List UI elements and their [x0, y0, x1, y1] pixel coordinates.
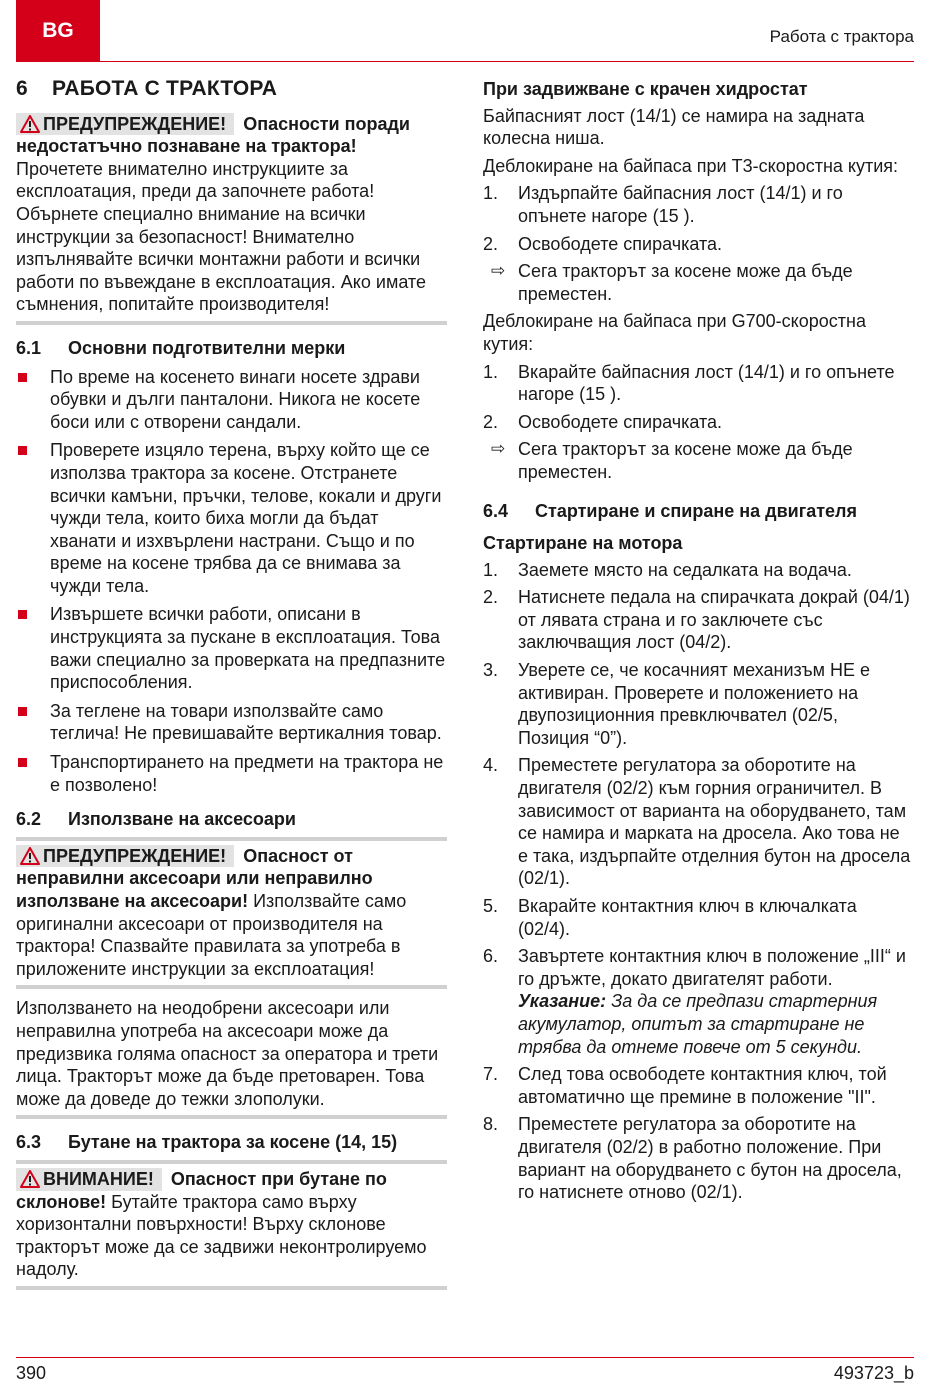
step-item: 4. Преместете регулатора за оборотите на двигателя (02/2) към горния ограничител. В зависимост от варианта на оборудването, там се намира и марката на дросела. Ако това не е така, издърпайте отделния бутон на дросела (02/1). [483, 755, 911, 889]
language-tab: BG [16, 0, 100, 62]
t3-steps [483, 182, 913, 305]
warning-box-general [16, 113, 447, 325]
step-item: 1. Вкарайте байпасния лост (14/1) и го опънете нагоре (15 ). [483, 361, 895, 405]
g700-intro: Деблокиране на байпаса при G700-скоростна кутия: [483, 311, 866, 354]
header-rule [16, 61, 914, 62]
bullet-square-icon [18, 373, 27, 382]
result-item: ⇨ Сега тракторът за косене може да бъде преместен. [491, 261, 853, 304]
footer-rule [16, 1357, 914, 1358]
bullet-square-icon [18, 707, 27, 716]
bullet-square-icon [18, 610, 27, 619]
step-item: 2. Освободете спирачката. [483, 411, 723, 432]
warning-label: ПРЕДУПРЕЖДЕНИЕ! [16, 113, 234, 136]
list-item: За теглене на товари използвайте само теглича! Не превишавайте вертикалния товар. [16, 700, 447, 745]
note-label: Указание: [518, 991, 607, 1012]
warning-text: Прочетете внимателно инструкциите за експлоатация, преди да започнете работа! Обърнете специално внимание на всички инструкции за безопасност! Внимателно изпълнявайте всички монтажни работи и всички работи по въвеждане в експлоатация. Ако имате съмнения, попитайте производителя! [16, 158, 426, 315]
result-item: ⇨ Сега тракторът за косене може да бъде преместен. [491, 439, 853, 482]
step-item: 5. Вкарайте контактния ключ в ключалката (02/4). [483, 896, 857, 939]
result-arrow-icon: ⇨ [491, 261, 506, 281]
step-item: 3. Уверете се, че косачният механизъм НЕ е активиран. Проверете и положението на двупозиционния превключвател (02/5, Позиция “0”). [483, 660, 871, 748]
hydrostat-heading: При задвижване с крачен хидростат [483, 79, 808, 99]
preparation-list [16, 366, 447, 797]
page-number: 390 [16, 1363, 47, 1383]
warning-box-accessories [16, 837, 447, 990]
list-item: По време на косенето винаги носете здрави обувки и дълги панталони. Никога не косете боси или с отворени сандали. [16, 366, 447, 434]
bullet-square-icon [18, 758, 27, 767]
engine-start-steps [483, 559, 913, 1204]
warning-triangle-icon [20, 115, 40, 133]
g700-steps [483, 361, 913, 484]
engine-start-heading: Стартиране на мотора [483, 533, 683, 554]
accessories-paragraph: Използването на неодобрени аксесоари или неправилна употреба на аксесоари може да предизвика голяма опасност за оператора и трети лица. Тракторът може да бъде претоварен. Това може да доведе до тежки злополуки. [16, 997, 447, 1119]
note-text: За да се предпази стартерния акумулатор, опитът за стартиране не трябва да отнеме повече от 5 секунди. [518, 991, 878, 1057]
section-heading-6-2: 6.2 Използване на аксесоари [16, 809, 296, 830]
section-heading-6-4: 6.4 Стартиране и спиране на двигателя [483, 500, 857, 521]
list-item: Проверете изцяло терена, върху който ще се използва трактора за косене. Отстранете всички камъни, пръчки, телове, кокали и други чужди тела, които биха могли да бъдат хванати и изхвърлени настрани. Също и по време на косене трябва да се внимава за чужди тела. [16, 439, 447, 597]
step-item: 8. Преместете регулатора за оборотите на двигателя (02/2) в работно положение. При вариант на оборудването с бутон на дросела, го натиснете отново (02/1). [483, 1114, 902, 1203]
warning-triangle-icon [20, 1170, 40, 1188]
step-item: 2. Освободете спирачката. [483, 233, 723, 254]
warning-heading: Опасности поради недостатъчно познаване на трактора! [16, 113, 410, 157]
section-heading-6-3: 6.3 Бутане на трактора за косене (14, 15) [16, 1132, 398, 1153]
warning-heading: Опасност при бутане по склонове! [16, 1168, 387, 1212]
document-id: 493723_b [833, 1363, 914, 1383]
chapter-number: 6 [16, 77, 28, 100]
warning-text: Използвайте само оригинални аксесоари от производителя на трактора! Спазвайте правилата за употреба в приложените инструкции за експлоатация! [16, 891, 407, 979]
hydrostat-text: Байпасният лост (14/1) се намира на задната колесна ниша. [483, 105, 865, 149]
running-header: Работа с трактора [769, 27, 914, 46]
warning-text: Бутайте трактора само върху хоризонтални повърхности! Върху склонове тракторът може да се задвижи неконтролируемо надолу. [16, 1191, 427, 1280]
step-item: 7. След това освободете контактния ключ, той автоматично ще премине в положение "II". [483, 1064, 887, 1107]
list-item: Извършете всички работи, описани в инструкцията за пускане в експлоатация. Това важи специално за проверката на предпазните приспособления. [16, 603, 447, 693]
step-item: 1. Заемете място на седалката на водача. [483, 559, 852, 580]
section-heading-6-1: 6.1 Основни подготвителни мерки [16, 337, 346, 358]
t3-intro: Деблокиране на байпаса при T3-скоростна кутия: [483, 155, 899, 176]
step-item: 1. Издърпайте байпасния лост (14/1) и го опънете нагоре (15 ). [483, 183, 843, 226]
warning-triangle-icon [20, 847, 40, 865]
step-item: 6. Завъртете контактния ключ в положение „III“ и го дръжте, докато двигателят работи. Указание: За да се предпази стартерния акумулатор, опитът за стартиране не трябва да отнеме повече от 5 секунди. [483, 946, 906, 1057]
caution-label: ВНИМАНИЕ! [16, 1168, 162, 1191]
result-arrow-icon: ⇨ [491, 439, 506, 459]
warning-label: ПРЕДУПРЕЖДЕНИЕ! [16, 845, 234, 868]
step-item: 2. Натиснете педала на спирачката докрай (04/1) от лявата страна и го заключете със заключващия лост (04/2). [483, 587, 910, 653]
right-column [483, 74, 913, 1209]
list-item: Транспортирането на предмети на трактора не е позволено! [16, 751, 447, 796]
left-column [16, 74, 447, 1298]
warning-box-pushing [16, 1160, 447, 1290]
chapter-heading [16, 78, 447, 101]
bullet-square-icon [18, 446, 27, 455]
warning-heading: Опасност от неправилни аксесоари или неправилно използване на аксесоари! [16, 845, 373, 911]
chapter-title: РАБОТА С ТРАКТОРА [52, 77, 278, 100]
